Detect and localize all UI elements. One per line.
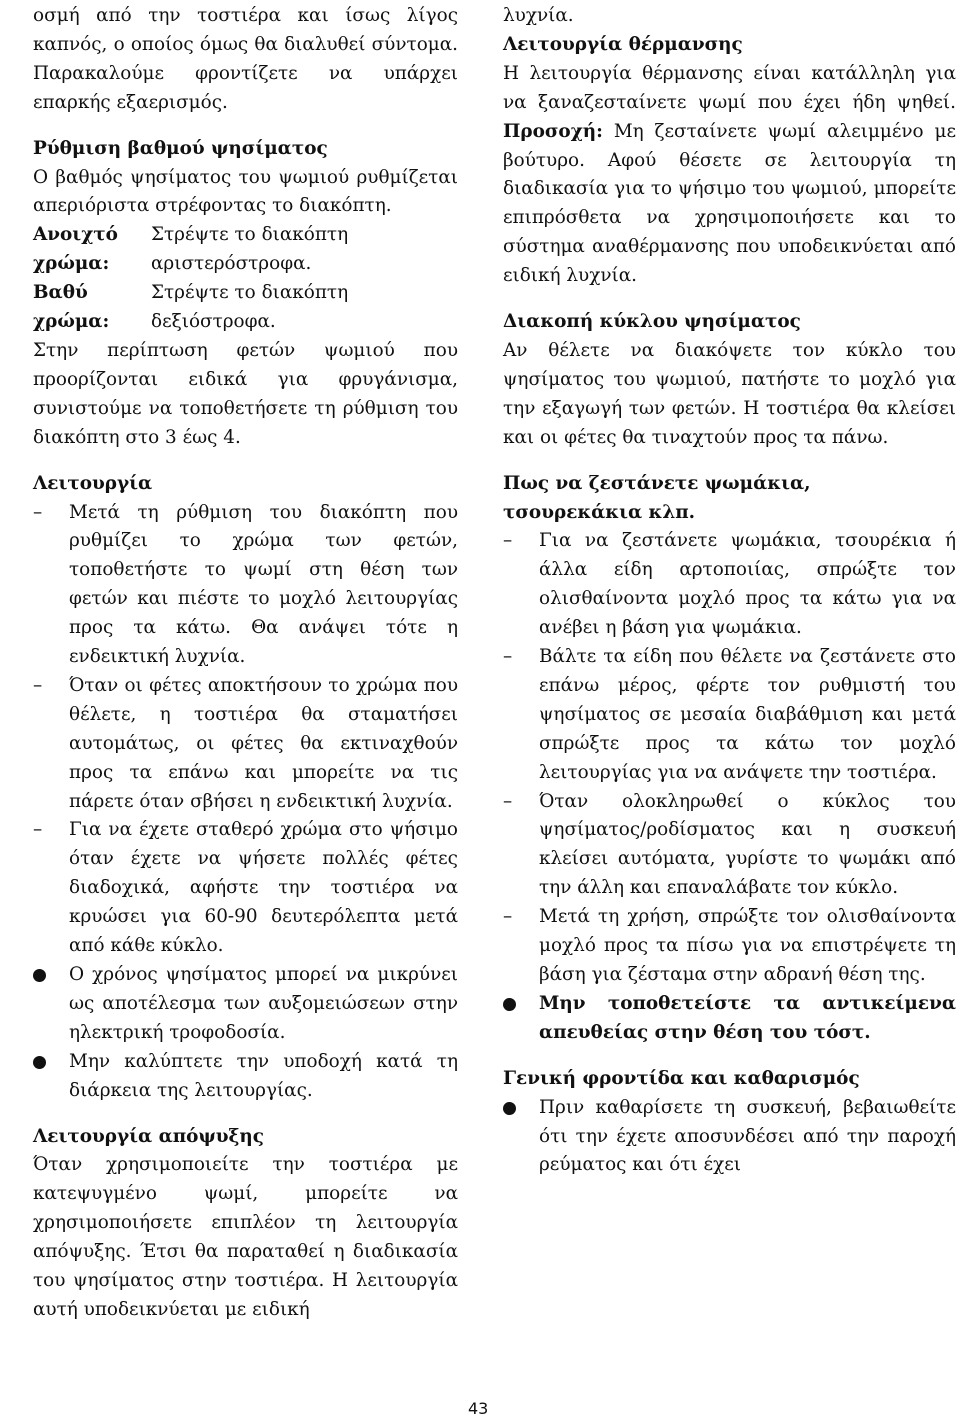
dash-marker: –	[33, 819, 43, 841]
cancel-text: Αν θέλετε να διακόψετε τον κύκλο του ψησίματος του ψωμιού, πατήστε το μοχλό για την εξαγωγή των φετών. Η τοστιέρα θα κλείσει και οι φέτες θα τιναχτούν προς τα πάνω.	[503, 339, 956, 448]
left-column	[33, 2, 458, 1325]
bullet-item	[503, 990, 956, 1048]
bullet-item	[33, 1048, 458, 1106]
list-item	[33, 499, 458, 672]
list-item	[33, 672, 458, 817]
operation-heading: Λειτουργία	[33, 472, 153, 494]
bullet-item-text: Μην καλύπτετε την υποδοχή κατά τη διάρκεια της λειτουργίας.	[69, 1050, 458, 1101]
bullet-item-text: Μην τοποθετείστε τα αντικείμενα απευθείας στην θέση του τόστ.	[539, 992, 956, 1043]
light-color-setting	[33, 221, 458, 279]
bullet-item	[503, 1094, 956, 1181]
dash-marker: –	[503, 530, 513, 552]
dash-marker: –	[503, 646, 513, 668]
list-item	[503, 903, 956, 990]
list-item-text: Για να έχετε σταθερό χρώμα στο ψήσιμο όταν έχετε να ψήσετε πολλές φέτες διαδοχικά, αφήστε την τοστιέρα να κρυώσει για 60-90 δευτερόλεπτα μετά από κάθε κύκλο.	[69, 819, 458, 957]
dark-color-label: Βαθύ χρώμα:	[33, 282, 110, 333]
list-item-text: Μετά τη χρήση, σπρώξτε τον ολισθαίνοντα μοχλό προς τα πίσω για να επιστρέψετε τη βάση για ζέσταμα στην αδρανή θέση της.	[539, 906, 956, 985]
dash-marker: –	[503, 790, 513, 812]
defrost-heading: Λειτουργία απόψυξης	[33, 1125, 264, 1147]
reheat-text	[503, 60, 956, 291]
right-column	[503, 2, 956, 1180]
list-item	[33, 816, 458, 961]
browning-text: Ο βαθμός ψησίματος του ψωμιού ρυθμίζεται απεριόριστα στρέφοντας το διακόπτη.	[33, 166, 458, 217]
bullet-icon	[33, 1056, 46, 1069]
dark-color-value: Στρέψτε το διακόπτη δεξιόστροφα.	[151, 282, 349, 333]
browning-heading: Ρύθμιση βαθμού ψησίματος	[33, 137, 328, 159]
caution-label: Προσοχή:	[503, 120, 603, 142]
reheat-heading: Λειτουργία θέρμανσης	[503, 33, 743, 55]
rusks-text: Στην περίπτωση φετών ψωμιού που προορίζονται ειδικά για φρυγάνισμα, συνιστούμε να τοποθετήσετε τη ρύθμιση του διακόπτη στο 3 έως 4.	[33, 339, 458, 448]
list-item-text: Μετά τη ρύθμιση του διακόπτη που ρυθμίζει το χρώμα των φετών, τοποθετήστε το ψωμί στη θέση των φετών και πιέστε το μοχλό λειτουργίας προς τα κάτω. Θα ανάψει τότε η ενδεικτική λυχνία.	[69, 501, 458, 668]
bullet-item-text: Πριν καθαρίσετε τη συσκευή, βεβαιωθείτε ότι την έχετε αποσυνδέσει από την παροχή ρεύματος και ότι έχει	[539, 1096, 956, 1176]
bullet-icon	[33, 969, 46, 982]
defrost-text: Όταν χρησιμοποιείτε την τοστιέρα με κατεψυγμένο ψωμί, μπορείτε να χρησιμοποιήσετε επιπλέον τη λειτουργία απόψυξης. Έτσι θα παραταθεί η διαδικασία του ψησίματος στην τοστιέρα. Η λειτουργία αυτή υποδεικνύεται με ειδική	[33, 1154, 458, 1320]
dark-color-setting	[33, 279, 458, 337]
list-item-text: Βάλτε τα είδη που θέλετε να ζεστάνετε στο επάνω μέρος, φέρτε τον ρυθμιστή του ψησίματος σε μεσαία διαβάθμιση και μετά σπρώξτε προς τα κάτω τον μοχλό λειτουργίας για να ανάψετε την τοστιέρα.	[539, 646, 956, 783]
continued-text: λυχνία.	[503, 5, 574, 26]
dash-marker: –	[33, 501, 43, 523]
bullet-item	[33, 961, 458, 1048]
bullet-icon	[503, 998, 516, 1011]
page-number: 43	[468, 1399, 489, 1418]
list-item	[503, 643, 956, 788]
dash-marker: –	[33, 674, 43, 696]
list-item	[503, 788, 956, 904]
list-item	[503, 527, 956, 643]
rolls-heading: Πως να ζεστάνετε ψωμάκια, τσουρεκάκια κλπ.	[503, 472, 811, 523]
light-color-label: Ανοιχτό χρώμα:	[33, 224, 118, 275]
list-item-text: Όταν οι φέτες αποκτήσουν το χρώμα που θέλετε, η τοστιέρα θα σταματήσει αυτομάτως, οι φέτες θα εκτιναχθούν προς τα επάνω και μπορείτε να τις πάρετε όταν σβήσει η ενδεικτική λυχνία.	[69, 674, 458, 812]
dash-marker: –	[503, 906, 513, 928]
list-item-text: Όταν ολοκληρωθεί ο κύκλος του ψησίματος/ροδίσματος και η συσκευή κλείσει αυτόματα, γυρίστε το ψωμάκι από την άλλη και επαναλάβατε τον κύκλο.	[539, 790, 956, 899]
list-item-text: Για να ζεστάνετε ψωμάκια, τσουρέκια ή άλλα είδη αρτοποιίας, σπρώξτε τον ολισθαίνοντα μοχλό προς τα κάτω για να ανέβει η βάση για ψωμάκια.	[539, 530, 956, 639]
care-heading: Γενική φροντίδα και καθαρισμός	[503, 1067, 860, 1089]
reheat-text-part: Η λειτουργία θέρμανσης είναι κατάλληλη για να ξαναζεσταίνετε ψωμί που έχει ήδη ψηθεί.	[503, 62, 956, 113]
reheat-text-part: Μη ζεσταίνετε ψωμί αλειμμένο με βούτυρο. Αφού θέσετε σε λειτουργία τη διαδικασία για το ψήσιμο του ψωμιού, μπορείτε επιπρόσθετα να χρησιμοποιήσετε και το σύστημα αναθέρμανσης που υποδεικνύεται από ειδική λυχνία.	[503, 120, 956, 287]
bullet-icon	[503, 1102, 516, 1115]
cancel-heading: Διακοπή κύκλου ψησίματος	[503, 311, 801, 333]
bullet-item-text: Ο χρόνος ψησίματος μπορεί να μικρύνει ως αποτέλεσμα των αυξομειώσεων στην ηλεκτρική τροφοδοσία.	[69, 964, 458, 1043]
light-color-value: Στρέψτε το διακόπτη αριστερόστροφα.	[151, 224, 349, 275]
intro-paragraph: οσμή από την τοστιέρα και ίσως λίγος καπνός, ο οποίος όμως θα διαλυθεί σύντομα. Παρακαλούμε φροντίζετε να υπάρχει επαρκής εξαερισμός.	[33, 5, 458, 113]
